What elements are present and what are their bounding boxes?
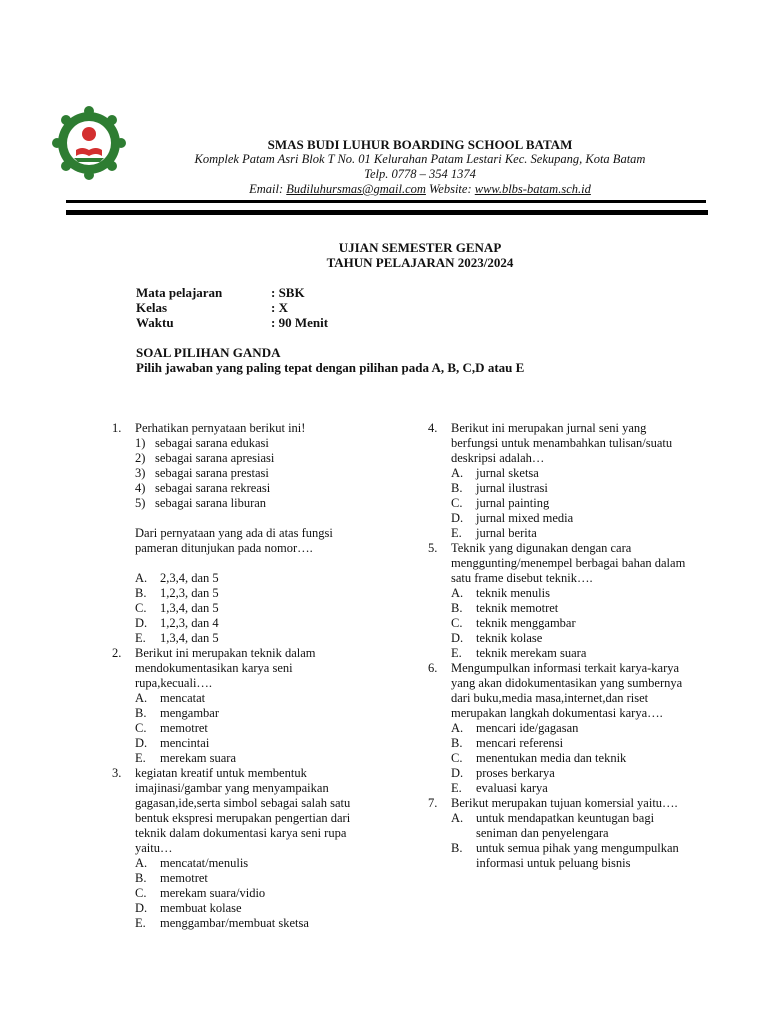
answer-option[interactable] bbox=[451, 601, 690, 616]
option-text: untuk mendapatkan keuntugan bagi seniman dan penyelengara bbox=[476, 811, 655, 840]
option-text: membuat kolase bbox=[160, 901, 242, 915]
option-text: mencari referensi bbox=[476, 736, 564, 750]
meta-label: Mata pelajaran bbox=[136, 285, 223, 300]
meta-subject bbox=[136, 285, 305, 301]
statement-number: 5) bbox=[135, 496, 146, 510]
statement-text: sebagai sarana edukasi bbox=[155, 436, 269, 450]
option-letter: B. bbox=[135, 871, 147, 885]
answer-option[interactable] bbox=[451, 511, 690, 526]
statement-item bbox=[135, 466, 367, 481]
option-text: jurnal berita bbox=[476, 526, 537, 540]
school-name: SMAS BUDI LUHUR BOARDING SCHOOL BATAM bbox=[267, 137, 573, 152]
answer-option[interactable] bbox=[451, 481, 690, 496]
header-rule-thick bbox=[66, 210, 708, 215]
question-number: 7. bbox=[428, 796, 438, 810]
option-letter: E. bbox=[451, 526, 462, 540]
answer-option[interactable] bbox=[451, 586, 690, 601]
statement-item bbox=[135, 451, 367, 466]
option-letter: C. bbox=[451, 496, 463, 510]
option-letter: C. bbox=[135, 601, 147, 615]
option-text: merekam suara bbox=[160, 751, 237, 765]
left-column bbox=[112, 421, 367, 931]
answer-option[interactable] bbox=[451, 496, 690, 511]
option-text: jurnal painting bbox=[476, 496, 550, 510]
statement-item bbox=[135, 496, 367, 511]
question-6 bbox=[428, 661, 690, 796]
answer-option[interactable] bbox=[135, 751, 367, 766]
question-text: Perhatikan pernyataan berikut ini! bbox=[135, 421, 306, 435]
statement-number: 4) bbox=[135, 481, 146, 495]
statement-item bbox=[135, 481, 367, 496]
option-text: evaluasi karya bbox=[476, 781, 548, 795]
option-letter: B. bbox=[451, 601, 463, 615]
option-text: menggambar/membuat sketsa bbox=[160, 916, 309, 930]
school-phone: Telp. 0778 – 354 1374 bbox=[364, 167, 476, 181]
meta-value: : SBK bbox=[271, 285, 305, 300]
section-instruction: Pilih jawaban yang paling tepat dengan pilihan pada A, B, C,D atau E bbox=[136, 360, 525, 375]
question-text: Berikut merupakan tujuan komersial yaitu…. bbox=[451, 796, 678, 810]
answer-option[interactable] bbox=[135, 616, 367, 631]
option-text: teknik kolase bbox=[476, 631, 543, 645]
question-followup: Dari pernyataan yang ada di atas fungsi pameran ditunjukan pada nomor…. bbox=[135, 526, 333, 555]
answer-option[interactable] bbox=[451, 646, 690, 661]
option-text: mencatat/menulis bbox=[160, 856, 249, 870]
meta-value: : 90 Menit bbox=[271, 315, 329, 330]
answer-option[interactable] bbox=[135, 706, 367, 721]
answer-option[interactable] bbox=[135, 691, 367, 706]
answer-option[interactable] bbox=[451, 526, 690, 541]
option-letter: A. bbox=[451, 586, 464, 600]
meta-label: Waktu bbox=[136, 315, 174, 330]
question-number: 2. bbox=[112, 646, 122, 660]
question-7 bbox=[428, 796, 690, 871]
option-text: 1,3,4, dan 5 bbox=[160, 601, 219, 615]
answer-option[interactable] bbox=[451, 781, 690, 796]
question-4 bbox=[428, 421, 690, 541]
option-letter: C. bbox=[451, 751, 463, 765]
question-1 bbox=[112, 421, 367, 646]
school-address: Komplek Patam Asri Blok T No. 01 Kelurahan Patam Lestari Kec. Sekupang, Kota Batam bbox=[194, 152, 646, 166]
question-text: Mengumpulkan informasi terkait karya-karya yang akan didokumentasikan yang sumbernya dari buku,media masa,internet,dan riset merupakan langkah dokumentasi karya…. bbox=[451, 661, 683, 720]
option-letter: B. bbox=[135, 586, 147, 600]
question-number: 4. bbox=[428, 421, 438, 435]
answer-option[interactable] bbox=[451, 631, 690, 646]
statement-number: 3) bbox=[135, 466, 146, 480]
question-text: Berikut ini merupakan teknik dalam mendokumentasikan karya seni rupa,kecuali…. bbox=[135, 646, 316, 690]
option-letter: D. bbox=[135, 616, 148, 630]
option-letter: D. bbox=[451, 511, 464, 525]
header-rule-thin bbox=[66, 200, 706, 203]
meta-value: : X bbox=[271, 300, 288, 315]
question-3 bbox=[112, 766, 367, 931]
option-letter: E. bbox=[135, 751, 146, 765]
option-letter: C. bbox=[451, 616, 463, 630]
option-text: 1,2,3, dan 4 bbox=[160, 616, 219, 630]
exam-title: UJIAN SEMESTER GENAP bbox=[338, 240, 502, 255]
option-text: 2,3,4, dan 5 bbox=[160, 571, 219, 585]
question-text: Berikut ini merupakan jurnal seni yang berfungsi untuk menambahkan tulisan/suatu deskripsi adalah… bbox=[451, 421, 673, 465]
option-text: memotret bbox=[160, 871, 208, 885]
option-letter: D. bbox=[451, 766, 464, 780]
answer-option[interactable] bbox=[135, 871, 367, 886]
answer-option[interactable] bbox=[451, 466, 690, 481]
option-letter: A. bbox=[451, 811, 464, 825]
answer-option[interactable] bbox=[135, 736, 367, 751]
answer-option[interactable] bbox=[451, 811, 690, 841]
option-letter: E. bbox=[451, 646, 462, 660]
statement-text: sebagai sarana apresiasi bbox=[155, 451, 275, 465]
option-text: memotret bbox=[160, 721, 208, 735]
answer-option[interactable] bbox=[451, 751, 690, 766]
question-text: kegiatan kreatif untuk membentuk imajinasi/gambar yang menyampaikan gagasan,ide,serta simbol sebagai salah satu bentuk ekspresi merupakan pengertian dari teknik dalam dokumentasi karya seni rupa yaitu… bbox=[135, 766, 351, 855]
option-text: proses berkarya bbox=[476, 766, 555, 780]
option-text: mengambar bbox=[160, 706, 220, 720]
option-letter: A. bbox=[451, 721, 464, 735]
exam-year: TAHUN PELAJARAN 2023/2024 bbox=[326, 255, 514, 270]
option-text: mencintai bbox=[160, 736, 210, 750]
option-letter: A. bbox=[135, 691, 148, 705]
question-number: 3. bbox=[112, 766, 122, 780]
school-contact bbox=[140, 182, 700, 197]
question-number: 5. bbox=[428, 541, 438, 555]
option-letter: A. bbox=[135, 571, 148, 585]
option-letter: C. bbox=[135, 886, 147, 900]
option-letter: D. bbox=[451, 631, 464, 645]
statement-number: 2) bbox=[135, 451, 146, 465]
answer-option[interactable] bbox=[451, 841, 690, 871]
option-text: teknik memotret bbox=[476, 601, 559, 615]
question-number: 1. bbox=[112, 421, 122, 435]
meta-class bbox=[136, 300, 288, 316]
option-letter: A. bbox=[451, 466, 464, 480]
option-text: teknik merekam suara bbox=[476, 646, 587, 660]
answer-option[interactable] bbox=[135, 901, 367, 916]
option-text: jurnal sketsa bbox=[476, 466, 539, 480]
option-text: merekam suara/vidio bbox=[160, 886, 266, 900]
answer-option[interactable] bbox=[451, 736, 690, 751]
option-letter: E. bbox=[135, 631, 146, 645]
answer-option[interactable] bbox=[135, 586, 367, 601]
option-letter: A. bbox=[135, 856, 148, 870]
option-text: teknik menggambar bbox=[476, 616, 576, 630]
question-text: Teknik yang digunakan dengan cara menggunting/menempel berbagai bahan dalam satu frame disebut teknik…. bbox=[451, 541, 686, 585]
option-text: 1,2,3, dan 5 bbox=[160, 586, 219, 600]
email-link[interactable]: Budiluhursmas@gmail.com bbox=[286, 182, 426, 196]
statement-item bbox=[135, 436, 367, 451]
answer-option[interactable] bbox=[135, 721, 367, 736]
option-letter: D. bbox=[135, 736, 148, 750]
option-text: 1,3,4, dan 5 bbox=[160, 631, 219, 645]
option-text: untuk semua pihak yang mengumpulkan informasi untuk peluang bisnis bbox=[476, 841, 679, 870]
option-letter: B. bbox=[451, 481, 463, 495]
answer-option[interactable] bbox=[451, 616, 690, 631]
question-2 bbox=[112, 646, 367, 766]
section-title: SOAL PILIHAN GANDA bbox=[136, 345, 281, 360]
answer-option[interactable] bbox=[135, 631, 367, 646]
question-number: 6. bbox=[428, 661, 438, 675]
school-logo bbox=[52, 106, 126, 180]
answer-option[interactable] bbox=[135, 886, 367, 901]
statement-text: sebagai sarana liburan bbox=[155, 496, 267, 510]
website-label: Website: bbox=[425, 182, 475, 196]
statement-number: 1) bbox=[135, 436, 146, 450]
answer-option[interactable] bbox=[135, 916, 367, 931]
meta-label: Kelas bbox=[136, 300, 168, 315]
meta-time bbox=[136, 315, 328, 331]
email-label: Email: bbox=[249, 182, 287, 196]
option-letter: B. bbox=[451, 841, 463, 855]
answer-option[interactable] bbox=[135, 571, 367, 586]
website-link[interactable]: www.blbs-batam.sch.id bbox=[474, 182, 591, 196]
answer-option[interactable] bbox=[451, 766, 690, 781]
option-text: mencari ide/gagasan bbox=[476, 721, 579, 735]
answer-option[interactable] bbox=[135, 601, 367, 616]
right-column bbox=[428, 421, 690, 871]
option-letter: C. bbox=[135, 721, 147, 735]
statement-text: sebagai sarana rekreasi bbox=[155, 481, 271, 495]
option-text: teknik menulis bbox=[476, 586, 550, 600]
option-letter: B. bbox=[135, 706, 147, 720]
option-letter: B. bbox=[451, 736, 463, 750]
option-letter: D. bbox=[135, 901, 148, 915]
option-letter: E. bbox=[135, 916, 146, 930]
question-5 bbox=[428, 541, 690, 661]
option-text: mencatat bbox=[160, 691, 206, 705]
answer-option[interactable] bbox=[135, 856, 367, 871]
statement-text: sebagai sarana prestasi bbox=[155, 466, 269, 480]
option-letter: E. bbox=[451, 781, 462, 795]
option-text: menentukan media dan teknik bbox=[476, 751, 627, 765]
option-text: jurnal ilustrasi bbox=[476, 481, 548, 495]
option-text: jurnal mixed media bbox=[476, 511, 574, 525]
answer-option[interactable] bbox=[451, 721, 690, 736]
